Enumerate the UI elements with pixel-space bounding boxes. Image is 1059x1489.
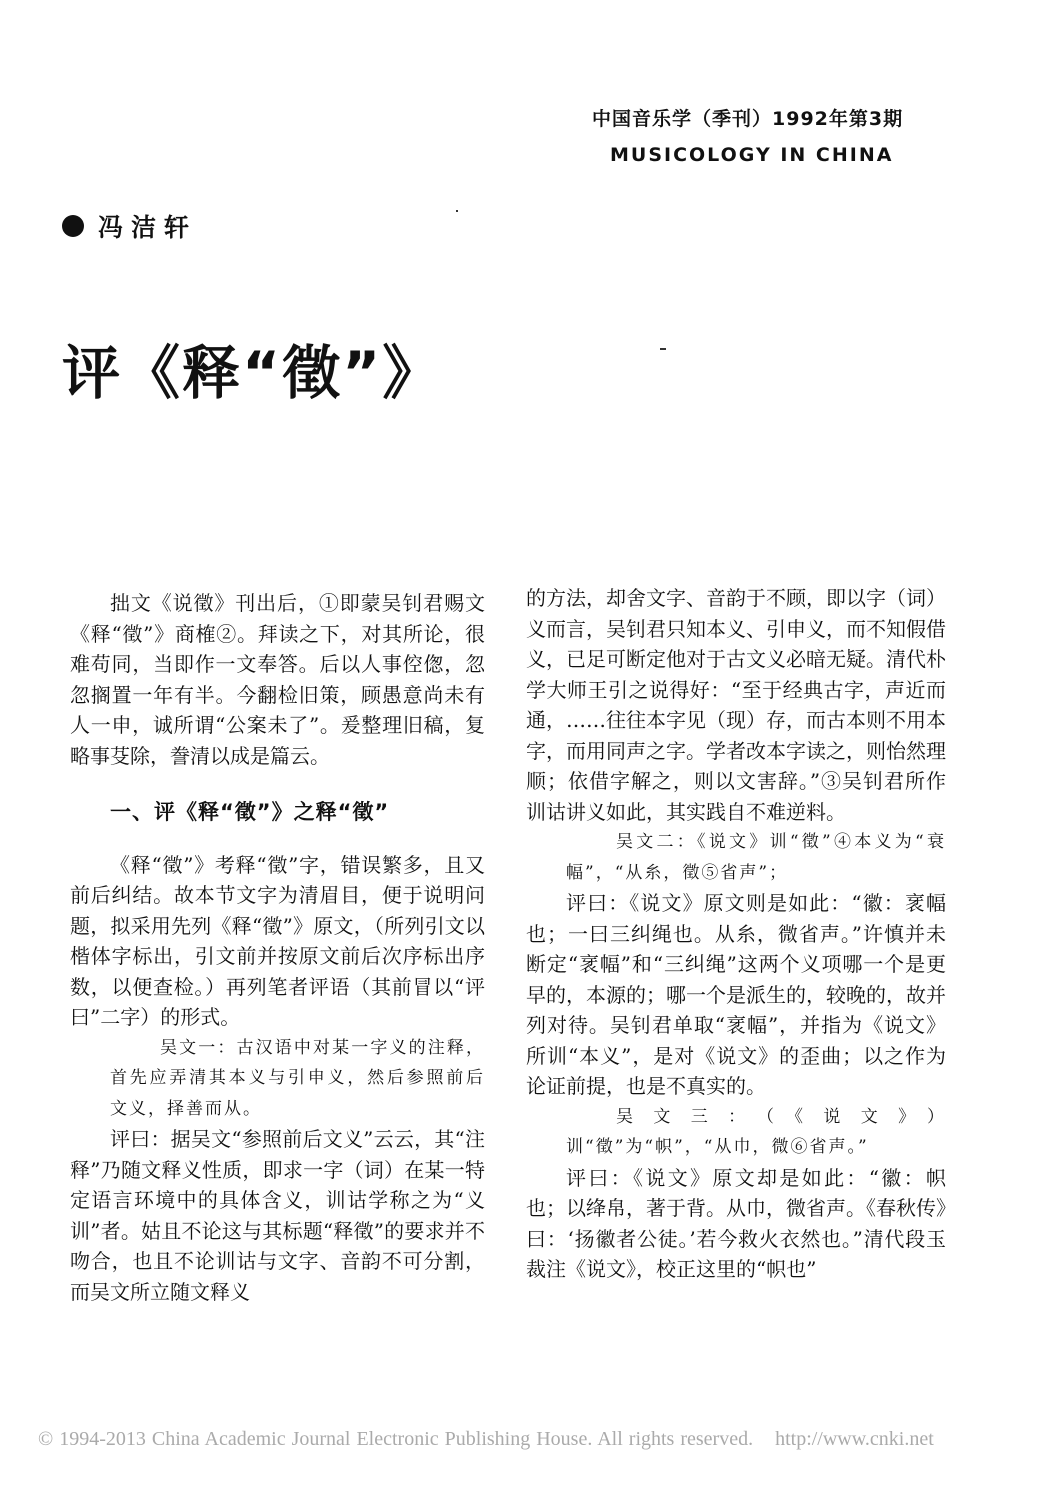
body-paragraph: 《释“徵”》考释“徵”字，错误繁多，且又前后纠结。故本节文字为清眉目，便于说明问题，拟采用先列《释“徵”》原文，（所列引文以楷体字标出，引文前并按原文前后次序标出序数，以便查检。）再列笔者评语（其前冒以“评曰”二字）的形式。 (70, 852, 485, 1029)
intro-paragraph: 拙文《说徵》刊出后，①即蒙吴钊君赐文《释“徵”》商榷②。拜读之下，对其所论，很难苟同，当即作一文奉答。后以人事倥偬，忽忽搁置一年有半。今翻检旧策，顾愚意尚未有人一申，诚所谓“公案未了”。爰整理旧稿，复略事芟除，誊清以成是篇云。 (70, 591, 485, 768)
journal-issue-cn: 中国音乐学（季刊）1992年第3期 (592, 108, 904, 130)
author-name: 冯洁轩 (98, 213, 198, 242)
quoted-excerpt: 吴文二：《说文》训“徵”④本义为“衰幅”，“从糸，徵⑤省声”； (566, 832, 946, 883)
body-paragraph: 的方法，却舍文字、音韵于不顾，即以字（词）义而言，吴钊君只知本义、引申义，而不知假借义，已足可断定他对于古文义必暗无疑。清代朴学大师王引之说得好：“至于经典古字，声近而通，……往往本字见（现）存，而古本则不用本字，而用同声之字。学者改本字读之，则怡然理顺；依借字解之，则以文害辞。”③吴钊君所作训诂讲义如此，其实践自不难逆料。 (526, 586, 946, 824)
body-paragraph: 评曰：据吴文“参照前后文义”云云，其“注释”乃随文释义性质，即求一字（词）在某一特定语言环境中的具体含义，训诂学称之为“义训”者。姑且不论这与其标题“释徵”的要求并不吻合，也且不论训诂与文字、音韵不可分割，而吴文所立随文释义 (70, 1127, 485, 1304)
copyright-notice: © 1994-2013 China Academic Journal Electronic Publishing House. All rights reserved. (38, 1428, 754, 1450)
footer-url[interactable]: http://www.cnki.net (775, 1428, 934, 1450)
quoted-excerpt: 吴文一：古汉语中对某一字义的注释，首先应弄清其本义与引申义，然后参照前后文义，择善而从。 (110, 1037, 485, 1119)
scan-speck (660, 348, 666, 350)
left-column (70, 588, 485, 1307)
right-column (526, 583, 946, 1285)
author-line (62, 208, 197, 244)
section-heading: 一、评《释“徵”》之释“徵” (110, 800, 390, 824)
bullet-icon (62, 215, 84, 237)
body-paragraph: 评曰：《说文》原文却是如此：“徽：帜也；以绛帛，著于背。从巾，微省声。《春秋传》曰：‘扬徽者公徒。’若今救火衣然也。”清代段玉裁注《说文》，校正这里的“帜也” (526, 1165, 946, 1281)
quoted-excerpt: 吴文三：（《说文》）训“徵”为“帜”，“从巾，微⑥省声。” (566, 1106, 946, 1157)
journal-name-en: MUSICOLOGY IN CHINA (610, 144, 894, 166)
footer (38, 1428, 934, 1451)
scan-speck (456, 210, 458, 212)
body-paragraph: 评曰：《说文》原文则是如此：“徽：衺幅也；一曰三纠绳也。从糸，微省声。”许慎并未断定“衺幅”和“三纠绳”这两个义项哪一个是更早的，本源的；哪一个是派生的，较晚的，故并列对待。吴钊君单取“衺幅”，并指为《说文》所训“本义”，是对《说文》的歪曲；以之作为论证前提，也是不真实的。 (526, 891, 946, 1098)
article-title: 评《释“徵”》 (62, 339, 443, 407)
